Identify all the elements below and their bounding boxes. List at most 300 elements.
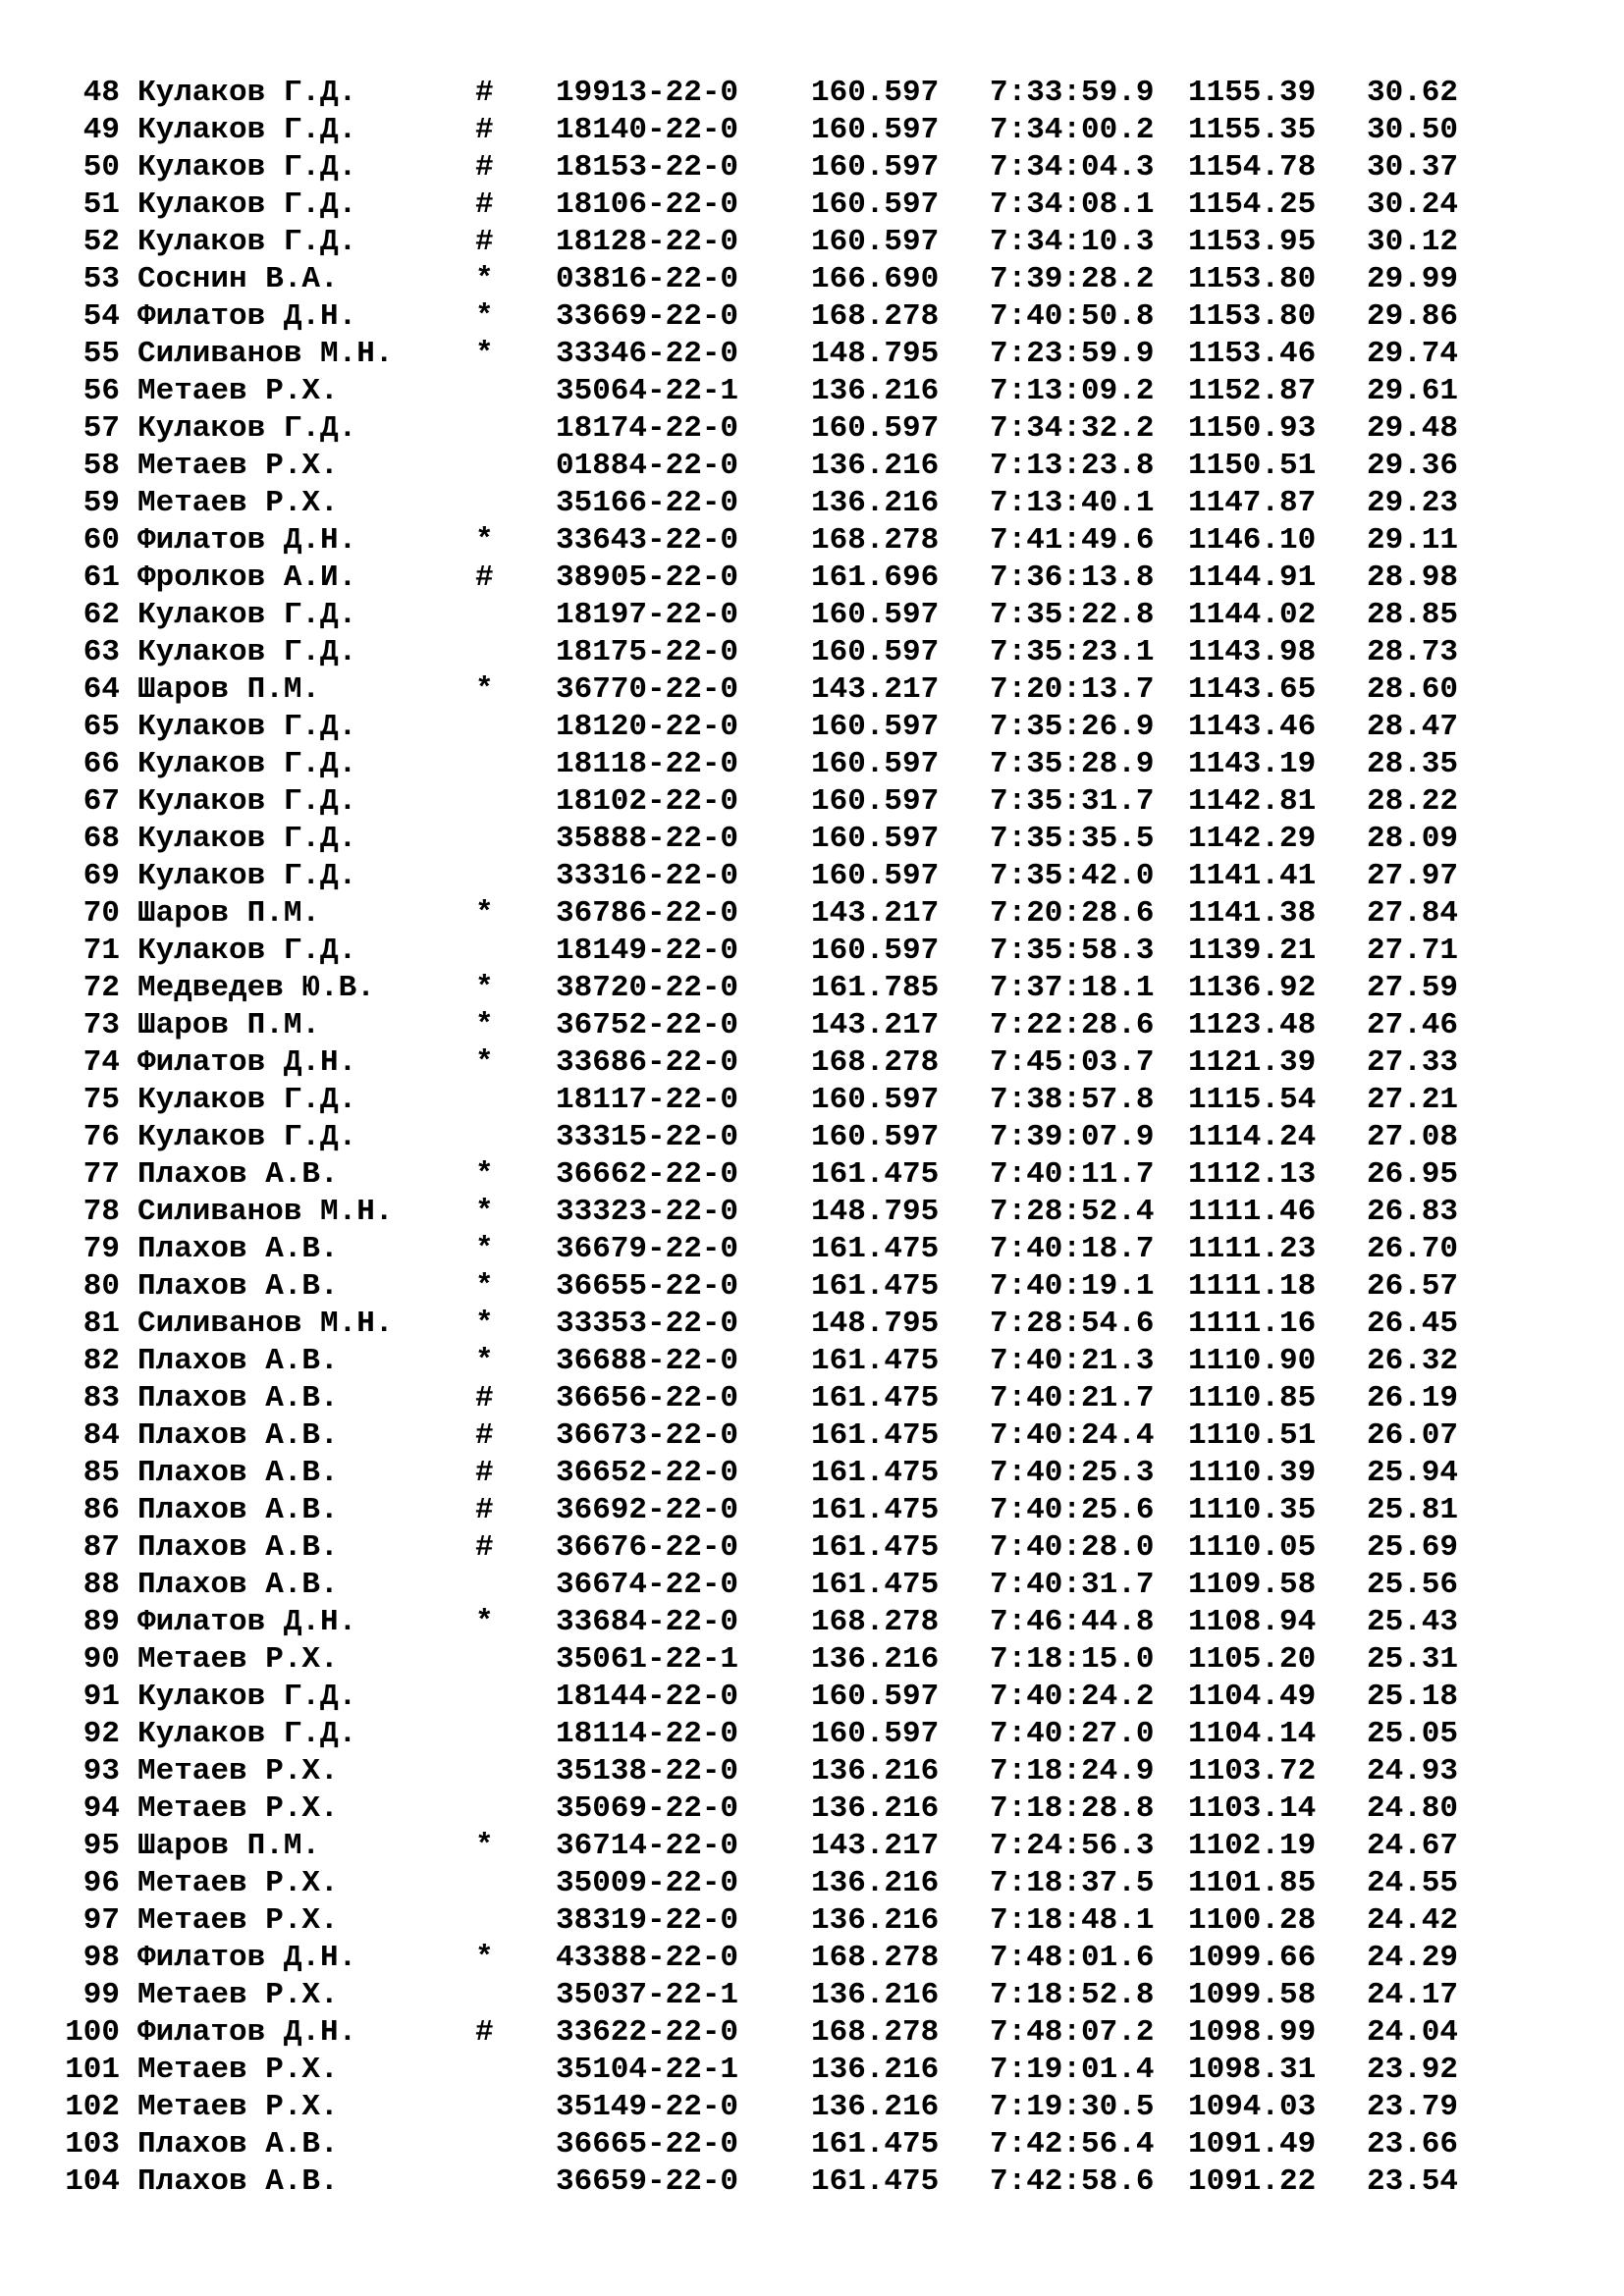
flight-time-cell: 7:18:52.8 [990,1978,1155,2012]
speed-cell: 1103.72 [1188,1754,1317,1789]
score-cell: 29.61 [1367,374,1459,408]
score-cell: 30.50 [1367,113,1459,147]
speed-cell: 1102.19 [1188,1829,1317,1863]
distance-cell: 168.278 [811,1941,940,1975]
place-cell: 83 [82,1381,120,1415]
mark-cell: # [475,1418,494,1453]
table-row [51,2126,1583,2163]
fancier-name-cell: Метаев Р.Х. [137,1791,339,1826]
place-cell: 85 [82,1456,120,1490]
table-row [51,2052,1583,2089]
place-cell: 104 [65,2164,120,2199]
place-cell: 71 [82,934,120,968]
speed-cell: 1098.99 [1188,2015,1317,2050]
mark-cell: * [475,971,494,1005]
table-row [51,671,1583,709]
distance-cell: 160.597 [811,411,940,446]
table-row [51,933,1583,970]
score-cell: 23.92 [1367,2053,1459,2087]
fancier-name-cell: Метаев Р.Х. [137,1978,339,2012]
score-cell: 29.36 [1367,449,1459,483]
mark-cell: # [475,76,494,110]
table-row [51,75,1583,112]
flight-time-cell: 7:13:40.1 [990,486,1155,520]
place-cell: 65 [82,710,120,744]
place-cell: 55 [82,337,120,371]
distance-cell: 161.475 [811,1381,940,1415]
ring-number-cell: 18144-22-0 [556,1680,739,1714]
score-cell: 24.29 [1367,1941,1459,1975]
score-cell: 27.21 [1367,1083,1459,1117]
ring-number-cell: 35104-22-1 [556,2053,739,2087]
ring-number-cell: 35009-22-0 [556,1866,739,1900]
score-cell: 28.73 [1367,635,1459,669]
speed-cell: 1150.93 [1188,411,1317,446]
score-cell: 30.62 [1367,76,1459,110]
table-row [51,1268,1583,1306]
flight-time-cell: 7:35:26.9 [990,710,1155,744]
score-cell: 28.22 [1367,784,1459,819]
place-cell: 99 [82,1978,120,2012]
place-cell: 91 [82,1680,120,1714]
flight-time-cell: 7:19:30.5 [990,2090,1155,2124]
speed-cell: 1142.81 [1188,784,1317,819]
ring-number-cell: 18117-22-0 [556,1083,739,1117]
fancier-name-cell: Кулаков Г.Д. [137,1083,357,1117]
score-cell: 25.31 [1367,1642,1459,1677]
place-cell: 81 [82,1307,120,1341]
mark-cell: * [475,523,494,558]
table-row [51,410,1583,448]
flight-time-cell: 7:40:28.0 [990,1530,1155,1565]
ring-number-cell: 18197-22-0 [556,598,739,632]
flight-time-cell: 7:42:56.4 [990,2127,1155,2162]
table-row [51,224,1583,261]
distance-cell: 148.795 [811,1195,940,1229]
table-row [51,560,1583,597]
distance-cell: 143.217 [811,1829,940,1863]
place-cell: 80 [82,1269,120,1304]
ring-number-cell: 18106-22-0 [556,187,739,222]
flight-time-cell: 7:28:52.4 [990,1195,1155,1229]
place-cell: 96 [82,1866,120,1900]
distance-cell: 160.597 [811,710,940,744]
flight-time-cell: 7:35:28.9 [990,747,1155,781]
fancier-name-cell: Плахов А.В. [137,2164,339,2199]
ring-number-cell: 36752-22-0 [556,1008,739,1042]
flight-time-cell: 7:24:56.3 [990,1829,1155,1863]
ring-number-cell: 35888-22-0 [556,822,739,856]
flight-time-cell: 7:19:01.4 [990,2053,1155,2087]
score-cell: 24.55 [1367,1866,1459,1900]
score-cell: 28.85 [1367,598,1459,632]
flight-time-cell: 7:36:13.8 [990,561,1155,595]
fancier-name-cell: Плахов А.В. [137,1232,339,1266]
table-row [51,597,1583,634]
ring-number-cell: 35149-22-0 [556,2090,739,2124]
score-cell: 23.54 [1367,2164,1459,2199]
distance-cell: 168.278 [811,1045,940,1080]
ring-number-cell: 36659-22-0 [556,2164,739,2199]
fancier-name-cell: Плахов А.В. [137,2127,339,2162]
fancier-name-cell: Филатов Д.Н. [137,299,357,334]
distance-cell: 161.785 [811,971,940,1005]
place-cell: 92 [82,1717,120,1751]
distance-cell: 166.690 [811,262,940,296]
mark-cell: * [475,1307,494,1341]
fancier-name-cell: Силиванов М.Н. [137,1195,394,1229]
speed-cell: 1154.25 [1188,187,1317,222]
distance-cell: 160.597 [811,76,940,110]
place-cell: 62 [82,598,120,632]
speed-cell: 1115.54 [1188,1083,1317,1117]
mark-cell: * [475,672,494,707]
speed-cell: 1109.58 [1188,1568,1317,1602]
speed-cell: 1091.22 [1188,2164,1317,2199]
flight-time-cell: 7:18:48.1 [990,1903,1155,1938]
ring-number-cell: 03816-22-0 [556,262,739,296]
flight-time-cell: 7:23:59.9 [990,337,1155,371]
table-row [51,1716,1583,1753]
ring-number-cell: 33323-22-0 [556,1195,739,1229]
fancier-name-cell: Соснин В.А. [137,262,339,296]
flight-time-cell: 7:48:01.6 [990,1941,1155,1975]
fancier-name-cell: Филатов Д.Н. [137,2015,357,2050]
score-cell: 29.99 [1367,262,1459,296]
place-cell: 72 [82,971,120,1005]
fancier-name-cell: Кулаков Г.Д. [137,747,357,781]
score-cell: 27.33 [1367,1045,1459,1080]
ring-number-cell: 18140-22-0 [556,113,739,147]
speed-cell: 1123.48 [1188,1008,1317,1042]
mark-cell: * [475,262,494,296]
ring-number-cell: 35166-22-0 [556,486,739,520]
ring-number-cell: 35037-22-1 [556,1978,739,2012]
fancier-name-cell: Филатов Д.Н. [137,1605,357,1639]
score-cell: 24.04 [1367,2015,1459,2050]
place-cell: 88 [82,1568,120,1602]
fancier-name-cell: Силиванов М.Н. [137,337,394,371]
speed-cell: 1153.80 [1188,262,1317,296]
ring-number-cell: 18175-22-0 [556,635,739,669]
flight-time-cell: 7:37:18.1 [990,971,1155,1005]
speed-cell: 1105.20 [1188,1642,1317,1677]
distance-cell: 168.278 [811,523,940,558]
table-row [51,1567,1583,1604]
mark-cell: * [475,1008,494,1042]
distance-cell: 143.217 [811,672,940,707]
flight-time-cell: 7:20:28.6 [990,896,1155,931]
distance-cell: 160.597 [811,1680,940,1714]
ring-number-cell: 33669-22-0 [556,299,739,334]
distance-cell: 161.475 [811,1269,940,1304]
score-cell: 29.48 [1367,411,1459,446]
flight-time-cell: 7:40:19.1 [990,1269,1155,1304]
fancier-name-cell: Кулаков Г.Д. [137,784,357,819]
speed-cell: 1142.29 [1188,822,1317,856]
flight-time-cell: 7:40:27.0 [990,1717,1155,1751]
fancier-name-cell: Кулаков Г.Д. [137,76,357,110]
speed-cell: 1101.85 [1188,1866,1317,1900]
table-row [51,1306,1583,1343]
flight-time-cell: 7:18:37.5 [990,1866,1155,1900]
mark-cell: # [475,113,494,147]
ring-number-cell: 18153-22-0 [556,150,739,185]
flight-time-cell: 7:40:25.3 [990,1456,1155,1490]
table-row [51,1044,1583,1082]
ring-number-cell: 18118-22-0 [556,747,739,781]
distance-cell: 160.597 [811,934,940,968]
fancier-name-cell: Шаров П.М. [137,672,321,707]
place-cell: 69 [82,859,120,893]
speed-cell: 1141.38 [1188,896,1317,931]
ring-number-cell: 36770-22-0 [556,672,739,707]
speed-cell: 1099.58 [1188,1978,1317,2012]
table-row [51,1902,1583,1940]
flight-time-cell: 7:18:15.0 [990,1642,1155,1677]
place-cell: 66 [82,747,120,781]
speed-cell: 1141.41 [1188,859,1317,893]
speed-cell: 1154.78 [1188,150,1317,185]
distance-cell: 160.597 [811,784,940,819]
score-cell: 25.18 [1367,1680,1459,1714]
table-row [51,1231,1583,1268]
speed-cell: 1091.49 [1188,2127,1317,2162]
distance-cell: 136.216 [811,2053,940,2087]
place-cell: 90 [82,1642,120,1677]
flight-time-cell: 7:34:32.2 [990,411,1155,446]
fancier-name-cell: Метаев Р.Х. [137,1866,339,1900]
score-cell: 27.71 [1367,934,1459,968]
mark-cell: # [475,561,494,595]
distance-cell: 160.597 [811,1717,940,1751]
speed-cell: 1121.39 [1188,1045,1317,1080]
ring-number-cell: 36652-22-0 [556,1456,739,1490]
score-cell: 29.11 [1367,523,1459,558]
flight-time-cell: 7:40:50.8 [990,299,1155,334]
ring-number-cell: 18128-22-0 [556,225,739,259]
fancier-name-cell: Шаров П.М. [137,1829,321,1863]
flight-time-cell: 7:20:13.7 [990,672,1155,707]
score-cell: 28.47 [1367,710,1459,744]
score-cell: 29.23 [1367,486,1459,520]
flight-time-cell: 7:35:22.8 [990,598,1155,632]
speed-cell: 1110.39 [1188,1456,1317,1490]
score-cell: 28.98 [1367,561,1459,595]
ring-number-cell: 36676-22-0 [556,1530,739,1565]
ring-number-cell: 36665-22-0 [556,2127,739,2162]
flight-time-cell: 7:40:11.7 [990,1157,1155,1192]
mark-cell: * [475,1941,494,1975]
distance-cell: 143.217 [811,1008,940,1042]
speed-cell: 1152.87 [1188,374,1317,408]
speed-cell: 1146.10 [1188,523,1317,558]
place-cell: 68 [82,822,120,856]
fancier-name-cell: Фролков А.И. [137,561,357,595]
mark-cell: * [475,1605,494,1639]
score-cell: 29.86 [1367,299,1459,334]
mark-cell: # [475,1530,494,1565]
score-cell: 27.08 [1367,1120,1459,1154]
ring-number-cell: 35061-22-1 [556,1642,739,1677]
ring-number-cell: 35069-22-0 [556,1791,739,1826]
distance-cell: 161.475 [811,1344,940,1378]
place-cell: 82 [82,1344,120,1378]
speed-cell: 1114.24 [1188,1120,1317,1154]
fancier-name-cell: Кулаков Г.Д. [137,187,357,222]
speed-cell: 1094.03 [1188,2090,1317,2124]
distance-cell: 161.475 [811,1530,940,1565]
score-cell: 25.56 [1367,1568,1459,1602]
ring-number-cell: 38720-22-0 [556,971,739,1005]
place-cell: 63 [82,635,120,669]
flight-time-cell: 7:35:35.5 [990,822,1155,856]
score-cell: 27.84 [1367,896,1459,931]
table-row [51,485,1583,522]
distance-cell: 160.597 [811,113,940,147]
ring-number-cell: 36655-22-0 [556,1269,739,1304]
distance-cell: 160.597 [811,225,940,259]
distance-cell: 161.475 [811,1456,940,1490]
fancier-name-cell: Медведев Ю.В. [137,971,375,1005]
distance-cell: 161.475 [811,1418,940,1453]
speed-cell: 1104.14 [1188,1717,1317,1751]
table-row [51,1940,1583,1977]
speed-cell: 1111.16 [1188,1307,1317,1341]
place-cell: 84 [82,1418,120,1453]
fancier-name-cell: Кулаков Г.Д. [137,934,357,968]
distance-cell: 161.696 [811,561,940,595]
ring-number-cell: 36786-22-0 [556,896,739,931]
fancier-name-cell: Метаев Р.Х. [137,1754,339,1789]
place-cell: 101 [65,2053,120,2087]
ring-number-cell: 36692-22-0 [556,1493,739,1527]
fancier-name-cell: Метаев Р.Х. [137,2053,339,2087]
place-cell: 97 [82,1903,120,1938]
distance-cell: 136.216 [811,486,940,520]
speed-cell: 1153.95 [1188,225,1317,259]
ring-number-cell: 18120-22-0 [556,710,739,744]
flight-time-cell: 7:22:28.6 [990,1008,1155,1042]
ring-number-cell: 38905-22-0 [556,561,739,595]
table-row [51,112,1583,149]
distance-cell: 148.795 [811,1307,940,1341]
speed-cell: 1153.80 [1188,299,1317,334]
table-row [51,187,1583,224]
speed-cell: 1155.39 [1188,76,1317,110]
flight-time-cell: 7:33:59.9 [990,76,1155,110]
place-cell: 57 [82,411,120,446]
place-cell: 54 [82,299,120,334]
score-cell: 26.32 [1367,1344,1459,1378]
distance-cell: 143.217 [811,896,940,931]
mark-cell: # [475,225,494,259]
distance-cell: 160.597 [811,187,940,222]
fancier-name-cell: Метаев Р.Х. [137,1903,339,1938]
mark-cell: * [475,299,494,334]
score-cell: 26.45 [1367,1307,1459,1341]
ring-number-cell: 18174-22-0 [556,411,739,446]
distance-cell: 168.278 [811,299,940,334]
score-cell: 25.94 [1367,1456,1459,1490]
place-cell: 75 [82,1083,120,1117]
score-cell: 26.57 [1367,1269,1459,1304]
speed-cell: 1143.65 [1188,672,1317,707]
fancier-name-cell: Кулаков Г.Д. [137,710,357,744]
distance-cell: 161.475 [811,1157,940,1192]
ring-number-cell: 18114-22-0 [556,1717,739,1751]
speed-cell: 1100.28 [1188,1903,1317,1938]
speed-cell: 1111.18 [1188,1269,1317,1304]
distance-cell: 160.597 [811,635,940,669]
flight-time-cell: 7:40:21.7 [990,1381,1155,1415]
score-cell: 26.19 [1367,1381,1459,1415]
place-cell: 64 [82,672,120,707]
score-cell: 26.95 [1367,1157,1459,1192]
place-cell: 102 [65,2090,120,2124]
distance-cell: 161.475 [811,1568,940,1602]
score-cell: 25.81 [1367,1493,1459,1527]
speed-cell: 1112.13 [1188,1157,1317,1192]
table-row [51,2089,1583,2126]
distance-cell: 161.475 [811,1232,940,1266]
distance-cell: 136.216 [811,374,940,408]
fancier-name-cell: Плахов А.В. [137,1568,339,1602]
speed-cell: 1143.19 [1188,747,1317,781]
table-row [51,1492,1583,1529]
place-cell: 50 [82,150,120,185]
fancier-name-cell: Плахов А.В. [137,1381,339,1415]
flight-time-cell: 7:13:09.2 [990,374,1155,408]
score-cell: 25.05 [1367,1717,1459,1751]
table-row [51,373,1583,410]
ring-number-cell: 35138-22-0 [556,1754,739,1789]
score-cell: 25.69 [1367,1530,1459,1565]
fancier-name-cell: Плахов А.В. [137,1157,339,1192]
speed-cell: 1147.87 [1188,486,1317,520]
mark-cell: * [475,1269,494,1304]
score-cell: 29.74 [1367,337,1459,371]
place-cell: 79 [82,1232,120,1266]
table-row [51,746,1583,783]
speed-cell: 1150.51 [1188,449,1317,483]
flight-time-cell: 7:48:07.2 [990,2015,1155,2050]
distance-cell: 161.475 [811,1493,940,1527]
table-row [51,1865,1583,1902]
speed-cell: 1136.92 [1188,971,1317,1005]
table-row [51,298,1583,336]
ring-number-cell: 33622-22-0 [556,2015,739,2050]
mark-cell: * [475,337,494,371]
table-row [51,2014,1583,2052]
flight-time-cell: 7:45:03.7 [990,1045,1155,1080]
fancier-name-cell: Кулаков Г.Д. [137,225,357,259]
ring-number-cell: 33316-22-0 [556,859,739,893]
fancier-name-cell: Плахов А.В. [137,1418,339,1453]
score-cell: 30.12 [1367,225,1459,259]
distance-cell: 136.216 [811,1754,940,1789]
speed-cell: 1153.46 [1188,337,1317,371]
fancier-name-cell: Кулаков Г.Д. [137,635,357,669]
mark-cell: # [475,1381,494,1415]
flight-time-cell: 7:42:58.6 [990,2164,1155,2199]
place-cell: 60 [82,523,120,558]
table-row [51,1417,1583,1455]
ring-number-cell: 43388-22-0 [556,1941,739,1975]
table-row [51,448,1583,485]
ring-number-cell: 33353-22-0 [556,1307,739,1341]
place-cell: 61 [82,561,120,595]
